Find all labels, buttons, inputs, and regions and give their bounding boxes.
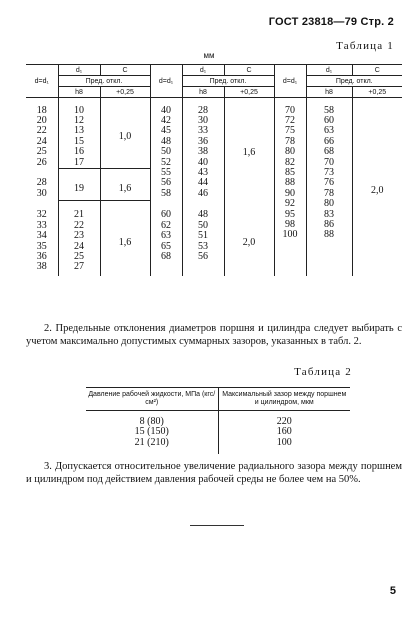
table1-value: 66 <box>324 135 334 147</box>
page-header: ГОСТ 23818—79 Стр. 2 <box>268 16 394 28</box>
table1-value: 68 <box>161 251 171 263</box>
paragraph-2: 2. Предельные отклонения диаметров поршня и цилиндра следует выбирать с учетом максимально допустимых суммарных зазоров, указанных в табл. 2. <box>26 323 402 348</box>
table1-caption: Таблица 1 <box>336 40 394 52</box>
table1-value: 45 <box>161 125 171 137</box>
table1-value: 19 <box>74 182 84 194</box>
table1-value: 82 <box>285 156 295 168</box>
table1-value: 28 <box>36 177 47 189</box>
table1-value: 78 <box>324 187 334 199</box>
table1-cell: 2,0 <box>224 210 274 276</box>
table1-value: 25 <box>36 146 47 158</box>
table1-value: 85 <box>285 166 295 178</box>
table2-cell: 160 <box>218 427 350 437</box>
table1-cell <box>26 106 58 169</box>
table1-value: 24 <box>74 240 84 252</box>
col-h8: h8 <box>306 87 352 98</box>
table1-value: 22 <box>36 125 47 137</box>
table1-value: 58 <box>161 187 171 199</box>
table1-value: 88 <box>324 229 334 241</box>
col-c: C <box>352 65 402 76</box>
table1-value: 68 <box>324 146 334 158</box>
table1-value: 51 <box>198 230 208 242</box>
table1-value: 36 <box>198 135 208 147</box>
table1-value: 16 <box>74 146 84 158</box>
table-1 <box>26 64 402 276</box>
table1-value: 40 <box>161 104 171 116</box>
table1-value: 92 <box>285 198 295 210</box>
table1-value: 90 <box>285 187 295 199</box>
table1-value: 34 <box>36 230 47 242</box>
table1-value: 100 <box>282 229 298 241</box>
table1-value: 42 <box>161 114 171 126</box>
col-pred: Пред. откл. <box>58 76 150 87</box>
col-h8: h8 <box>58 87 100 98</box>
col-c: C <box>224 65 274 76</box>
table1-cell <box>182 106 224 201</box>
table1-value: 70 <box>324 156 334 168</box>
table1-value: 26 <box>36 156 47 168</box>
col-pred: Пред. откл. <box>306 76 402 87</box>
table1-value: 13 <box>74 125 84 137</box>
table1-cell: 1,6 <box>100 178 150 200</box>
col-gap: Максимальный зазор между поршнем и цилиндром, мкм <box>218 388 350 411</box>
col-plus: +0,25 <box>100 87 150 98</box>
table-2 <box>86 387 350 454</box>
table1-value: 44 <box>198 177 208 189</box>
table2-cell: 220 <box>218 417 350 427</box>
table1-value: 48 <box>198 209 208 221</box>
table1-cell: 1,6 <box>100 210 150 276</box>
table1-value: 72 <box>285 114 295 126</box>
table1-cell <box>150 106 182 201</box>
table1-value: 46 <box>198 187 208 199</box>
table1-value: 20 <box>36 114 47 126</box>
table1-cell <box>26 210 58 276</box>
table1-value: 86 <box>324 218 334 230</box>
col-d1: d₁ <box>58 65 100 76</box>
table1-value: 35 <box>36 240 47 252</box>
table1-cell: 1,0 <box>100 106 150 169</box>
table2-cell: 8 (80) <box>139 416 164 427</box>
table1-value: 12 <box>74 114 84 126</box>
table1-value: 24 <box>36 135 47 147</box>
table1-value: 15 <box>74 135 84 147</box>
table1-value: 95 <box>285 208 295 220</box>
table1-value: 65 <box>161 240 171 252</box>
table1-value: 80 <box>285 146 295 158</box>
table2-caption: Таблица 2 <box>294 366 352 378</box>
table1-value: 33 <box>36 219 47 231</box>
table1-cell <box>306 106 352 277</box>
table1-value: 78 <box>285 135 295 147</box>
table1-value: 75 <box>285 125 295 137</box>
table1-cell <box>274 106 306 277</box>
col-d1: d₁ <box>182 65 224 76</box>
table1-value: 80 <box>324 198 334 210</box>
table1-cell <box>58 106 100 169</box>
table1-value: 60 <box>161 209 171 221</box>
col-d: d=d₁ <box>150 65 182 98</box>
table1-value: 38 <box>36 261 47 273</box>
table1-value: 22 <box>74 219 84 231</box>
table1-value: 43 <box>198 166 208 178</box>
table1-cell: 2,0 <box>352 106 402 277</box>
table1-value: 40 <box>198 156 208 168</box>
table2-cell: 100 <box>218 438 350 448</box>
table1-value: 52 <box>161 156 171 168</box>
table1-value: 21 <box>74 209 84 221</box>
table1-value: 17 <box>74 156 84 168</box>
table1-value: 18 <box>36 104 47 116</box>
col-d: d=d₁ <box>26 65 58 98</box>
table1-cell <box>150 210 182 276</box>
table1-value: 58 <box>324 104 334 116</box>
table1-value: 55 <box>161 166 171 178</box>
table1-value: 28 <box>198 104 208 116</box>
col-plus: +0,25 <box>224 87 274 98</box>
table1-value: 53 <box>198 240 208 252</box>
unit-label: мм <box>203 51 215 60</box>
table1-value: 73 <box>324 166 334 178</box>
table1-value: 56 <box>161 177 171 189</box>
table1-value: 32 <box>36 209 47 221</box>
col-pred: Пред. откл. <box>182 76 274 87</box>
col-c: C <box>100 65 150 76</box>
table1-value: 38 <box>198 146 208 158</box>
table1-value: 98 <box>285 218 295 230</box>
table2-cell: 15 (150) <box>134 426 169 438</box>
page-number: 5 <box>389 585 396 597</box>
table1-cell: 1,6 <box>224 106 274 201</box>
table1-value: 62 <box>161 219 171 231</box>
table1-value: 48 <box>161 135 171 147</box>
col-d: d=d₁ <box>274 65 306 98</box>
table1-cell <box>182 210 224 276</box>
table1-value: 25 <box>74 251 84 263</box>
table1-cell <box>58 210 100 276</box>
col-d1: d₁ <box>306 65 352 76</box>
table1-value: 50 <box>161 146 171 158</box>
table1-value: 88 <box>285 177 295 189</box>
table1-value: 23 <box>74 230 84 242</box>
col-plus: +0,25 <box>352 87 402 98</box>
table1-value: 56 <box>198 251 208 263</box>
table1-value: 30 <box>36 187 47 199</box>
table1-value: 63 <box>324 125 334 137</box>
table1-value: 60 <box>324 114 334 126</box>
table1-value: 63 <box>161 230 171 242</box>
table2-cell: 21 (210) <box>134 436 169 448</box>
table1-value: 70 <box>285 104 295 116</box>
table1-value: 50 <box>198 219 208 231</box>
col-h8: h8 <box>182 87 224 98</box>
table1-cell <box>26 178 58 200</box>
table1-value: 27 <box>74 261 84 273</box>
table1-value: 30 <box>198 114 208 126</box>
end-rule <box>190 525 244 526</box>
table1-value: 36 <box>36 251 47 263</box>
table1-cell <box>58 178 100 200</box>
table1-value: 76 <box>324 177 334 189</box>
table1-value: 33 <box>198 125 208 137</box>
table1-value: 10 <box>74 104 84 116</box>
col-pressure: Давление рабочей жидкости, МПа (кгс/см²) <box>86 388 218 411</box>
paragraph-3: 3. Допускается относительное увеличение радиального зазора между поршнем и цилиндром под действием давления рабочей среды не более чем на 50%. <box>26 461 402 486</box>
table1-value: 83 <box>324 208 334 220</box>
